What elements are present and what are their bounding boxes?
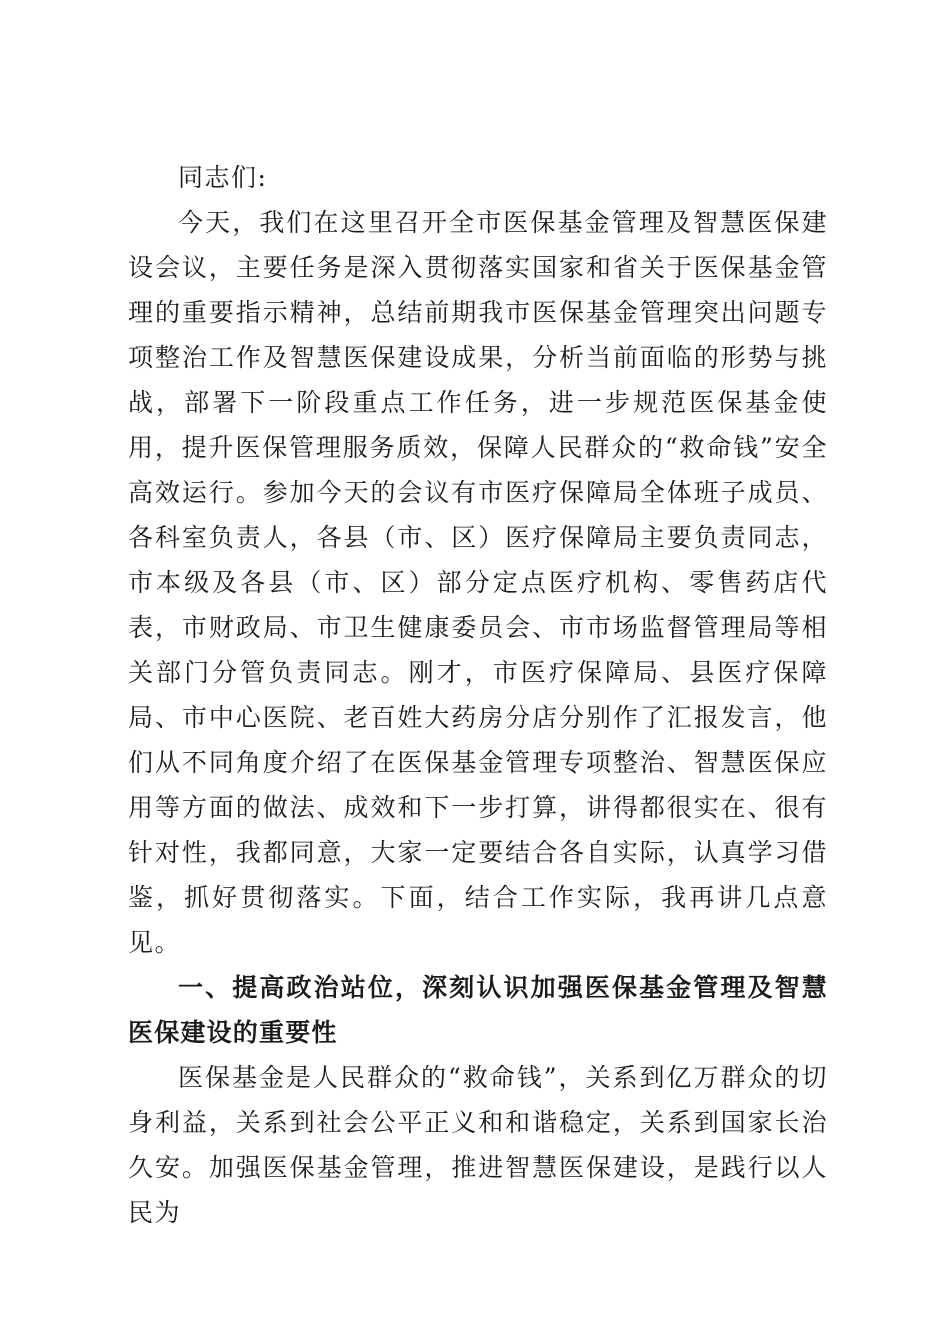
paragraph-section-1: 医保基金是人民群众的“救命钱”，关系到亿万群众的切身利益，关系到社会公平正义和和谐稳定，关系到国家长治久安。加强医保基金管理，推进智慧医保建设，是践行以人民为 bbox=[128, 1063, 828, 1227]
section-heading-1: 一、提高政治站位，深刻认识加强医保基金管理及智慧医保建设的重要性 bbox=[128, 973, 828, 1047]
document-body bbox=[128, 155, 828, 1235]
greeting: 同志们: bbox=[178, 163, 268, 192]
paragraph-opening: 今天，我们在这里召开全市医保基金管理及智慧医保建设会议，主要任务是深入贯彻落实国家和省关于医保基金管理的重要指示精神，总结前期我市医保基金管理突出问题专项整治工作及智慧医保建设成果，分析当前面临的形势与挑战，部署下一阶段重点工作任务，进一步规范医保基金使用，提升医保管理服务质效，保障人民群众的“救命钱”安全高效运行。参加今天的会议有市医疗保障局全体班子成员、各科室负责人，各县（市、区）医疗保障局主要负责同志，市本级及各县（市、区）部分定点医疗机构、零售药店代表，市财政局、市卫生健康委员会、市市场监督管理局等相关部门分管负责同志。刚才，市医疗保障局、县医疗保障局、市中心医院、老百姓大药房分店分别作了汇报发言，他们从不同角度介绍了在医保基金管理专项整治、智慧医保应用等方面的做法、成效和下一步打算，讲得都很实在、很有针对性，我都同意，大家一定要结合各自实际，认真学习借鉴，抓好贯彻落实。下面，结合工作实际，我再讲几点意见。 bbox=[128, 208, 828, 957]
